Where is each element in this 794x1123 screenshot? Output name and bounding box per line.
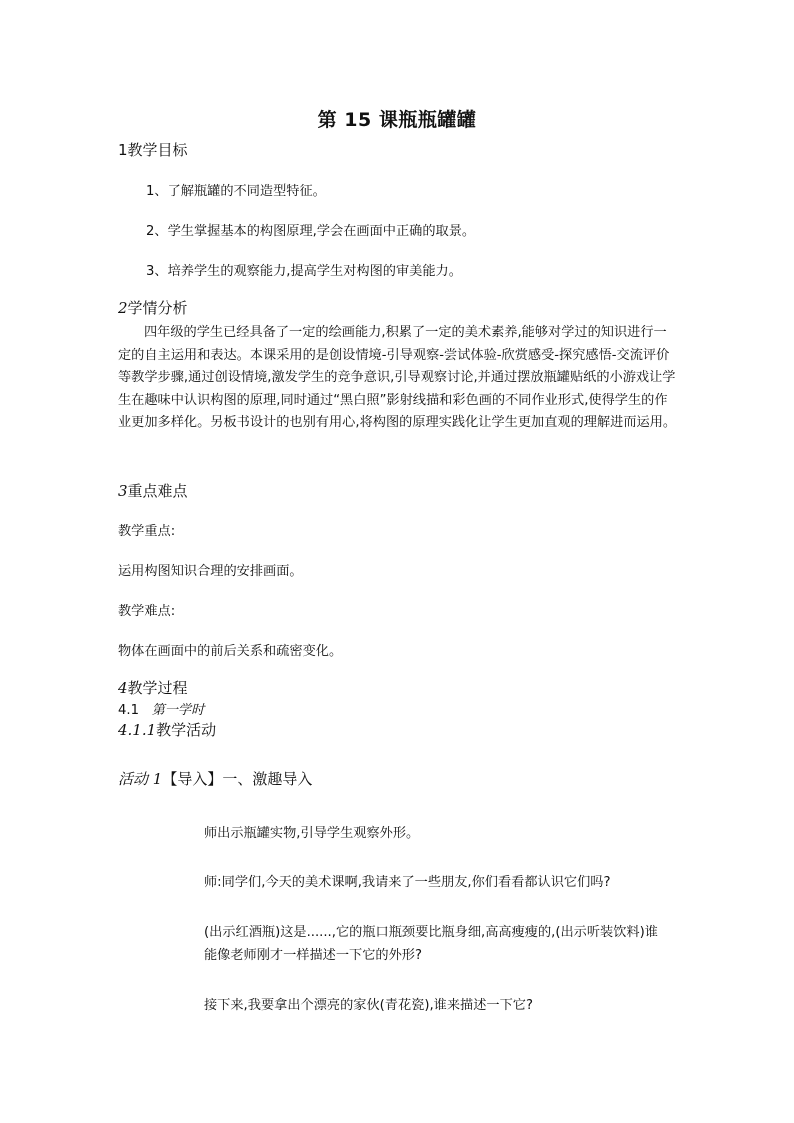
focus-label: 教学重点: [118, 524, 176, 539]
section-heading-goals [118, 139, 188, 160]
section-heading-keypoints [118, 480, 188, 501]
process-line-1: 师出示瓶罐实物,引导学生观察外形。 [204, 826, 420, 841]
section-heading-process [118, 677, 188, 698]
focus-text: 运用构图知识合理的安排画面。 [118, 564, 303, 579]
section-title: 教学目标 [127, 141, 188, 159]
process-line-2: 师:同学们,今天的美术课啊,我请来了一些朋友,你们看看都认识它们吗? [204, 875, 611, 890]
section-title: 学情分析 [127, 299, 188, 317]
subsection-title: 第一学时 [151, 703, 205, 718]
section-number: 4 [118, 679, 128, 697]
goal-item-2: 2、学生掌握基本的构图原理,学会在画面中正确的取景。 [146, 224, 476, 239]
goal-item-1: 1、了解瓶罐的不同造型特征。 [146, 184, 326, 199]
process-line-4: 能像老师刚才一样描述一下它的外形? [204, 948, 422, 963]
goal-item-3: 3、培养学生的观察能力,提高学生对构图的审美能力。 [146, 264, 462, 279]
subsubsection-number: 4.1.1 [118, 721, 157, 739]
subsection-heading [118, 699, 204, 718]
process-line-5: 接下来,我要拿出个漂亮的家伙(青花瓷),谁来描述一下它? [204, 998, 533, 1013]
activity-heading [118, 768, 312, 789]
difficulty-label: 教学难点: [118, 604, 176, 619]
document-title: 第 15 课瓶瓶罐罐 [317, 109, 477, 131]
section-number: 3 [118, 482, 128, 500]
activity-title: 【导入】一、激趣导入 [162, 770, 313, 788]
subsubsection-title: 教学活动 [156, 721, 217, 739]
section-title: 重点难点 [127, 482, 188, 500]
section-heading-analysis [118, 297, 188, 318]
analysis-paragraph: 四年级的学生已经具备了一定的绘画能力,积累了一定的美术素养,能够对学过的知识进行一定的自主运用和表达。本课采用的是创设情境-引导观察-尝试体验-欣赏感受-探究感悟-交流评价等教学步骤,通过创设情境,激发学生的竞争意识,引导观察讨论,并通过摆放瓶罐贴纸的小游戏让学生在趣味中认识构图的原理,同时通过“黑白照”影射线描和彩色画的不同作业形式,使得学生的作业更加多样化。另板书设计的也别有用心,将构图的原理实践化让学生更加直观的理解进而运用。 [118, 325, 677, 430]
subsection-number: 4.1 [118, 703, 139, 718]
section-number: 2 [118, 299, 128, 317]
activity-label: 活动 1 [118, 770, 163, 788]
subsubsection-heading [118, 719, 216, 740]
section-number: 1 [118, 141, 128, 159]
section-title: 教学过程 [127, 679, 188, 697]
process-line-3: (出示红酒瓶)这是......,它的瓶口瓶颈要比瓶身细,高高瘦瘦的,(出示听装饮料)谁 [204, 925, 658, 940]
difficulty-text: 物体在画面中的前后关系和疏密变化。 [118, 644, 343, 659]
